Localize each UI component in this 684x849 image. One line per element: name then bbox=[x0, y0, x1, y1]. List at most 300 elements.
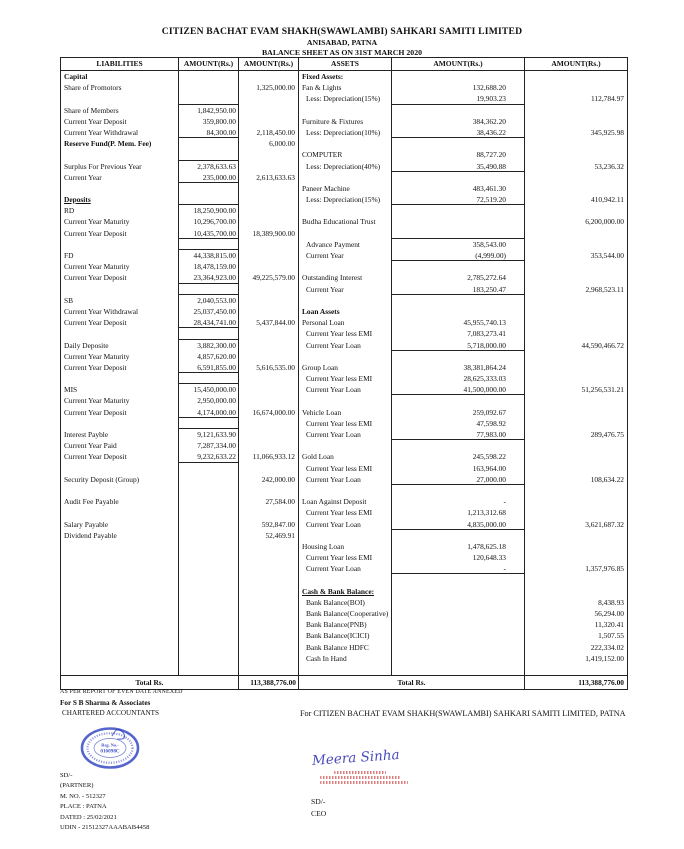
asset-label bbox=[299, 261, 392, 272]
balance-row bbox=[61, 183, 628, 194]
liability-amount-2: 27,584.00 bbox=[239, 496, 299, 507]
liability-amount-1 bbox=[179, 93, 239, 104]
asset-amount-2 bbox=[525, 71, 628, 82]
asset-label: Vehicle Loan bbox=[299, 407, 392, 418]
asset-label: Less: Depreciation(40%) bbox=[299, 161, 392, 172]
asset-amount-1: 2,785,272.64 bbox=[392, 272, 525, 283]
liability-amount-2 bbox=[239, 664, 299, 675]
asset-amount-2 bbox=[525, 418, 628, 429]
liability-label: Capital bbox=[61, 71, 179, 82]
balance-row bbox=[61, 149, 628, 160]
liability-amount-1 bbox=[179, 485, 239, 496]
liability-amount-1: 3,882,300.00 bbox=[179, 340, 239, 351]
asset-label: Paneer Machine bbox=[299, 183, 392, 194]
balance-row bbox=[61, 362, 628, 373]
asset-label: COMPUTER bbox=[299, 149, 392, 160]
liability-amount-2: 592,847.00 bbox=[239, 519, 299, 530]
asset-amount-1: 1,213,312.68 bbox=[392, 507, 525, 518]
total-assets-label: Total Rs. bbox=[299, 676, 525, 689]
liability-amount-2 bbox=[239, 541, 299, 552]
asset-amount-2: 410,942.11 bbox=[525, 194, 628, 205]
liability-amount-2 bbox=[239, 373, 299, 384]
liability-amount-2: 2,613,633.63 bbox=[239, 172, 299, 183]
liability-label bbox=[61, 630, 179, 641]
balance-row bbox=[61, 429, 628, 440]
liability-label: Share of Promotors bbox=[61, 82, 179, 93]
asset-amount-2: 2,968,523.11 bbox=[525, 284, 628, 295]
liability-amount-2 bbox=[239, 507, 299, 518]
liability-amount-2 bbox=[239, 630, 299, 641]
asset-amount-2 bbox=[525, 239, 628, 250]
liability-amount-1: 2,040,553.00 bbox=[179, 295, 239, 306]
liability-label: Current Year Deposit bbox=[61, 362, 179, 373]
table-body bbox=[61, 71, 628, 675]
liability-amount-1 bbox=[179, 664, 239, 675]
asset-amount-2 bbox=[525, 407, 628, 418]
svg-text:Reg. No.-: Reg. No.- bbox=[101, 742, 119, 748]
asset-amount-2 bbox=[525, 574, 628, 585]
asset-amount-2 bbox=[525, 105, 628, 116]
asset-label bbox=[299, 530, 392, 541]
liability-label: Current Year Deposit bbox=[61, 228, 179, 239]
asset-amount-1 bbox=[392, 261, 525, 272]
asset-label: Housing Loan bbox=[299, 541, 392, 552]
balance-row bbox=[61, 440, 628, 451]
asset-amount-2 bbox=[525, 228, 628, 239]
asset-label: Fan & Lights bbox=[299, 82, 392, 93]
liability-amount-1: 28,434,741.00 bbox=[179, 317, 239, 328]
liability-label bbox=[61, 541, 179, 552]
liability-amount-2 bbox=[239, 250, 299, 261]
asset-amount-2 bbox=[525, 351, 628, 362]
ceo-signature: Meera Sinha bbox=[311, 746, 401, 770]
ceo-sign-block bbox=[311, 796, 326, 820]
asset-label: Furniture & Fixtures bbox=[299, 116, 392, 127]
liability-amount-2 bbox=[239, 586, 299, 597]
asset-amount-2: 1,357,976.85 bbox=[525, 563, 628, 574]
liability-amount-2 bbox=[239, 261, 299, 272]
asset-label: Current Year Loan bbox=[299, 429, 392, 440]
audit-report-note: AS PER REPORT OF EVEN DATE ANNEXED bbox=[60, 689, 183, 695]
liability-amount-2 bbox=[239, 205, 299, 216]
liability-label: Salary Payable bbox=[61, 519, 179, 530]
liability-label bbox=[61, 586, 179, 597]
asset-amount-1: 47,598.92 bbox=[392, 418, 525, 429]
liability-amount-2: 11,066,933.12 bbox=[239, 451, 299, 462]
liability-amount-2: 5,616,535.00 bbox=[239, 362, 299, 373]
liability-amount-1 bbox=[179, 149, 239, 160]
ceo-designation-stamp-icon bbox=[320, 771, 408, 786]
asset-amount-2 bbox=[525, 530, 628, 541]
liability-amount-1: 18,250,900.00 bbox=[179, 205, 239, 216]
total-assets-amount: 113,388,776.00 bbox=[525, 676, 628, 689]
liability-label: Share of Members bbox=[61, 105, 179, 116]
asset-amount-2: 112,784.97 bbox=[525, 93, 628, 104]
liability-amount-1 bbox=[179, 328, 239, 339]
asset-amount-1: 384,362.20 bbox=[392, 116, 525, 127]
asset-label: Outstanding Interest bbox=[299, 272, 392, 283]
balance-row bbox=[61, 463, 628, 474]
liability-amount-1 bbox=[179, 586, 239, 597]
auditor-role: (PARTNER) bbox=[60, 782, 94, 790]
liability-label: SB bbox=[61, 295, 179, 306]
asset-amount-1 bbox=[392, 642, 525, 653]
asset-label: Current Year less EMI bbox=[299, 418, 392, 429]
liability-amount-2: 18,389,900.00 bbox=[239, 228, 299, 239]
liability-amount-2 bbox=[239, 395, 299, 406]
liability-amount-2: 1,325,000.00 bbox=[239, 82, 299, 93]
liability-amount-2 bbox=[239, 485, 299, 496]
asset-amount-1: 120,648.33 bbox=[392, 552, 525, 563]
asset-label: Current Year less EMI bbox=[299, 507, 392, 518]
balance-row bbox=[61, 105, 628, 116]
asset-amount-1 bbox=[392, 228, 525, 239]
asset-amount-1: 163,964.00 bbox=[392, 463, 525, 474]
asset-label: Current Year Loan bbox=[299, 474, 392, 485]
asset-label: Current Year less EMI bbox=[299, 373, 392, 384]
liability-label bbox=[61, 418, 179, 429]
liability-amount-1 bbox=[179, 653, 239, 664]
liability-label: Current Year Paid bbox=[61, 440, 179, 451]
asset-amount-1: 88,727.20 bbox=[392, 149, 525, 160]
balance-row bbox=[61, 407, 628, 418]
liability-label bbox=[61, 373, 179, 384]
asset-amount-1: 245,598.22 bbox=[392, 451, 525, 462]
header-amount-3: AMOUNT(Rs.) bbox=[392, 58, 525, 70]
asset-amount-1 bbox=[392, 608, 525, 619]
asset-amount-1 bbox=[392, 653, 525, 664]
asset-amount-2 bbox=[525, 261, 628, 272]
asset-amount-1 bbox=[392, 105, 525, 116]
asset-amount-2 bbox=[525, 451, 628, 462]
asset-label: Loan Against Deposit bbox=[299, 496, 392, 507]
asset-amount-1 bbox=[392, 530, 525, 541]
liability-label: Current Year Deposit bbox=[61, 451, 179, 462]
liability-amount-2 bbox=[239, 340, 299, 351]
liability-amount-2 bbox=[239, 574, 299, 585]
balance-row bbox=[61, 328, 628, 339]
asset-amount-1: - bbox=[392, 496, 525, 507]
asset-amount-1 bbox=[392, 574, 525, 585]
balance-row bbox=[61, 317, 628, 328]
liability-amount-2 bbox=[239, 351, 299, 362]
liability-label bbox=[61, 563, 179, 574]
asset-amount-1: 35,490.88 bbox=[392, 161, 525, 172]
liability-label: Current Year Maturity bbox=[61, 351, 179, 362]
balance-row bbox=[61, 519, 628, 530]
balance-row bbox=[61, 485, 628, 496]
liability-label bbox=[61, 619, 179, 630]
asset-amount-2 bbox=[525, 552, 628, 563]
asset-amount-1: 38,436.22 bbox=[392, 127, 525, 138]
asset-amount-2: 3,621,687.32 bbox=[525, 519, 628, 530]
liability-amount-1: 9,232,633.22 bbox=[179, 451, 239, 462]
liability-amount-2 bbox=[239, 216, 299, 227]
balance-row bbox=[61, 552, 628, 563]
asset-label: Current Year less EMI bbox=[299, 328, 392, 339]
balance-row bbox=[61, 116, 628, 127]
asset-label: Current Year Loan bbox=[299, 519, 392, 530]
asset-amount-2: 51,256,531.21 bbox=[525, 384, 628, 395]
asset-amount-2 bbox=[525, 440, 628, 451]
asset-label bbox=[299, 228, 392, 239]
balance-row bbox=[61, 474, 628, 485]
liability-amount-2 bbox=[239, 284, 299, 295]
liability-amount-1: 84,300.00 bbox=[179, 127, 239, 138]
liability-amount-1: 1,842,950.00 bbox=[179, 105, 239, 116]
balance-row bbox=[61, 239, 628, 250]
balance-row bbox=[61, 127, 628, 138]
asset-amount-2 bbox=[525, 664, 628, 675]
liability-amount-1 bbox=[179, 642, 239, 653]
asset-amount-1: 183,250.47 bbox=[392, 284, 525, 295]
asset-amount-2: 1,507.55 bbox=[525, 630, 628, 641]
liability-amount-1 bbox=[179, 630, 239, 641]
asset-label bbox=[299, 138, 392, 149]
liability-amount-1: 18,478,159.00 bbox=[179, 261, 239, 272]
liability-amount-1: 4,174,000.00 bbox=[179, 407, 239, 418]
asset-label bbox=[299, 574, 392, 585]
balance-row bbox=[61, 496, 628, 507]
balance-row bbox=[61, 418, 628, 429]
liability-label bbox=[61, 149, 179, 160]
asset-amount-2: 44,590,466.72 bbox=[525, 340, 628, 351]
balance-row bbox=[61, 574, 628, 585]
asset-amount-2: 6,200,000.00 bbox=[525, 216, 628, 227]
liability-amount-1 bbox=[179, 496, 239, 507]
liability-amount-1 bbox=[179, 418, 239, 429]
asset-label: Current Year bbox=[299, 250, 392, 261]
balance-row bbox=[61, 530, 628, 541]
company-address: ANISABAD, PATNA bbox=[306, 38, 378, 47]
liability-amount-1 bbox=[179, 541, 239, 552]
liability-amount-2 bbox=[239, 597, 299, 608]
total-liabilities-amount: 113,388,776.00 bbox=[239, 676, 299, 689]
liability-amount-1 bbox=[179, 597, 239, 608]
asset-label bbox=[299, 440, 392, 451]
asset-amount-2 bbox=[525, 586, 628, 597]
dated-line: DATED : 25/02/2021 bbox=[60, 813, 117, 821]
liability-amount-1 bbox=[179, 530, 239, 541]
liability-amount-1 bbox=[179, 71, 239, 82]
asset-amount-2 bbox=[525, 205, 628, 216]
asset-amount-1: 38,381,864.24 bbox=[392, 362, 525, 373]
liability-label bbox=[61, 284, 179, 295]
liability-label: FD bbox=[61, 250, 179, 261]
liability-label: Dividend Payable bbox=[61, 530, 179, 541]
liability-amount-2 bbox=[239, 440, 299, 451]
balance-row bbox=[61, 340, 628, 351]
liability-amount-2: 16,674,000.00 bbox=[239, 407, 299, 418]
liability-amount-1 bbox=[179, 519, 239, 530]
liability-amount-1 bbox=[179, 608, 239, 619]
asset-amount-2 bbox=[525, 116, 628, 127]
asset-label bbox=[299, 172, 392, 183]
liability-amount-2 bbox=[239, 384, 299, 395]
asset-label: Less: Depreciation(15%) bbox=[299, 93, 392, 104]
asset-label: Gold Loan bbox=[299, 451, 392, 462]
liability-amount-1 bbox=[179, 552, 239, 563]
liability-label: Interest Payble bbox=[61, 429, 179, 440]
liability-amount-2 bbox=[239, 608, 299, 619]
asset-amount-1 bbox=[392, 205, 525, 216]
liability-amount-1 bbox=[179, 619, 239, 630]
liability-amount-1: 15,450,000.00 bbox=[179, 384, 239, 395]
liability-label bbox=[61, 574, 179, 585]
asset-amount-2 bbox=[525, 328, 628, 339]
auditor-sd: SD/- bbox=[60, 772, 73, 779]
header-assets: ASSETS bbox=[299, 58, 392, 70]
asset-label: Fixed Assets: bbox=[299, 71, 392, 82]
liability-amount-1 bbox=[179, 574, 239, 585]
asset-amount-2: 8,438.93 bbox=[525, 597, 628, 608]
liability-label: Current Year Deposit bbox=[61, 407, 179, 418]
asset-label bbox=[299, 395, 392, 406]
ceo-sd: SD/- bbox=[311, 797, 326, 806]
liability-amount-2: 5,437,844.00 bbox=[239, 317, 299, 328]
asset-label: Bank Balance(PNB) bbox=[299, 619, 392, 630]
asset-amount-2 bbox=[525, 373, 628, 384]
balance-row bbox=[61, 395, 628, 406]
balance-row bbox=[61, 284, 628, 295]
place-line: PLACE : PATNA bbox=[60, 803, 107, 811]
liability-label: Daily Deposite bbox=[61, 340, 179, 351]
liability-amount-1: 6,591,855.00 bbox=[179, 362, 239, 373]
liability-amount-2 bbox=[239, 619, 299, 630]
liability-label bbox=[61, 597, 179, 608]
asset-label: Personal Loan bbox=[299, 317, 392, 328]
liability-label bbox=[61, 653, 179, 664]
asset-amount-1: 358,543.00 bbox=[392, 239, 525, 250]
liability-amount-2 bbox=[239, 429, 299, 440]
liability-amount-2: 2,118,450.00 bbox=[239, 127, 299, 138]
liability-amount-2 bbox=[239, 194, 299, 205]
ceo-role: CEO bbox=[311, 809, 327, 818]
asset-label: Bank Balance(ICICI) bbox=[299, 630, 392, 641]
balance-row bbox=[61, 272, 628, 283]
liability-amount-1: 7,287,334.00 bbox=[179, 440, 239, 451]
company-signatory-line: For CITIZEN BACHAT EVAM SHAKH(SWAWLAMBI) SAHKARI SAMITI LIMITED, PATNA bbox=[300, 709, 626, 718]
liability-label bbox=[61, 328, 179, 339]
liability-amount-1: 23,364,923.00 bbox=[179, 272, 239, 283]
asset-amount-2 bbox=[525, 172, 628, 183]
liability-amount-1: 359,800.00 bbox=[179, 116, 239, 127]
asset-amount-1 bbox=[392, 630, 525, 641]
liability-amount-1: 2,378,633.63 bbox=[179, 161, 239, 172]
liability-amount-2: 242,000.00 bbox=[239, 474, 299, 485]
total-liabilities-label: Total Rs. bbox=[61, 676, 239, 689]
liability-label: Current Year Maturity bbox=[61, 395, 179, 406]
liability-label bbox=[61, 507, 179, 518]
liability-amount-1 bbox=[179, 82, 239, 93]
balance-row bbox=[61, 451, 628, 462]
liability-label: Security Deposit (Group) bbox=[61, 474, 179, 485]
asset-label bbox=[299, 351, 392, 362]
asset-label: Bank Balance(BOI) bbox=[299, 597, 392, 608]
liability-amount-2: 49,225,579.00 bbox=[239, 272, 299, 283]
asset-amount-2: 289,476.75 bbox=[525, 429, 628, 440]
asset-amount-1 bbox=[392, 71, 525, 82]
asset-label: Less: Depreciation(10%) bbox=[299, 127, 392, 138]
svg-text:016098C: 016098C bbox=[100, 748, 120, 755]
asset-amount-2 bbox=[525, 149, 628, 160]
balance-row bbox=[61, 619, 628, 630]
asset-label: Bank Balance(Cooperative) bbox=[299, 608, 392, 619]
balance-row bbox=[61, 161, 628, 172]
balance-row bbox=[61, 642, 628, 653]
balance-row bbox=[61, 608, 628, 619]
balance-row bbox=[61, 138, 628, 149]
header-amount-4: AMOUNT(Rs.) bbox=[525, 58, 628, 70]
statement-title: BALANCE SHEET AS ON 31ST MARCH 2020 bbox=[261, 48, 422, 57]
asset-amount-2 bbox=[525, 183, 628, 194]
asset-amount-1: - bbox=[392, 563, 525, 574]
liability-amount-1: 4,857,620.00 bbox=[179, 351, 239, 362]
asset-label: Current Year less EMI bbox=[299, 463, 392, 474]
balance-row bbox=[61, 664, 628, 675]
asset-label: Current Year less EMI bbox=[299, 552, 392, 563]
liability-amount-2 bbox=[239, 306, 299, 317]
asset-amount-2 bbox=[525, 138, 628, 149]
balance-row bbox=[61, 216, 628, 227]
liability-amount-2 bbox=[239, 239, 299, 250]
balance-row bbox=[61, 172, 628, 183]
balance-row bbox=[61, 250, 628, 261]
asset-amount-2: 222,334.02 bbox=[525, 642, 628, 653]
asset-label: Current Year Loan bbox=[299, 340, 392, 351]
asset-label: Current Year Loan bbox=[299, 563, 392, 574]
asset-label: Loan Assets bbox=[299, 306, 392, 317]
asset-amount-1: 41,500,000.00 bbox=[392, 384, 525, 395]
liability-amount-2 bbox=[239, 183, 299, 194]
asset-amount-1 bbox=[392, 619, 525, 630]
asset-amount-1: 1,478,625.18 bbox=[392, 541, 525, 552]
asset-amount-2: 53,236.32 bbox=[525, 161, 628, 172]
liability-label bbox=[61, 239, 179, 250]
liability-amount-1 bbox=[179, 138, 239, 149]
liability-label bbox=[61, 183, 179, 194]
total-row bbox=[61, 675, 628, 690]
liability-amount-1: 44,338,815.00 bbox=[179, 250, 239, 261]
balance-row bbox=[61, 630, 628, 641]
asset-label: Advance Payment bbox=[299, 239, 392, 250]
asset-label: Less: Depreciation(15%) bbox=[299, 194, 392, 205]
liability-label: Current Year Withdrawal bbox=[61, 127, 179, 138]
asset-amount-1 bbox=[392, 485, 525, 496]
liability-label: MIS bbox=[61, 384, 179, 395]
liability-amount-2 bbox=[239, 552, 299, 563]
liability-label: Surplus For Previous Year bbox=[61, 161, 179, 172]
balance-row bbox=[61, 194, 628, 205]
liability-label: Current Year bbox=[61, 172, 179, 183]
balance-row bbox=[61, 384, 628, 395]
asset-amount-2: 345,925.98 bbox=[525, 127, 628, 138]
liability-amount-2 bbox=[239, 642, 299, 653]
liability-amount-1 bbox=[179, 474, 239, 485]
liability-amount-1 bbox=[179, 284, 239, 295]
liability-amount-2 bbox=[239, 161, 299, 172]
asset-amount-2 bbox=[525, 541, 628, 552]
liability-label: Current Year Withdrawal bbox=[61, 306, 179, 317]
liability-amount-2 bbox=[239, 93, 299, 104]
asset-amount-2 bbox=[525, 362, 628, 373]
asset-amount-1 bbox=[392, 395, 525, 406]
asset-amount-1: 45,955,740.13 bbox=[392, 317, 525, 328]
asset-amount-1 bbox=[392, 440, 525, 451]
balance-row bbox=[61, 93, 628, 104]
liability-amount-2: 6,000.00 bbox=[239, 138, 299, 149]
liability-amount-2 bbox=[239, 295, 299, 306]
